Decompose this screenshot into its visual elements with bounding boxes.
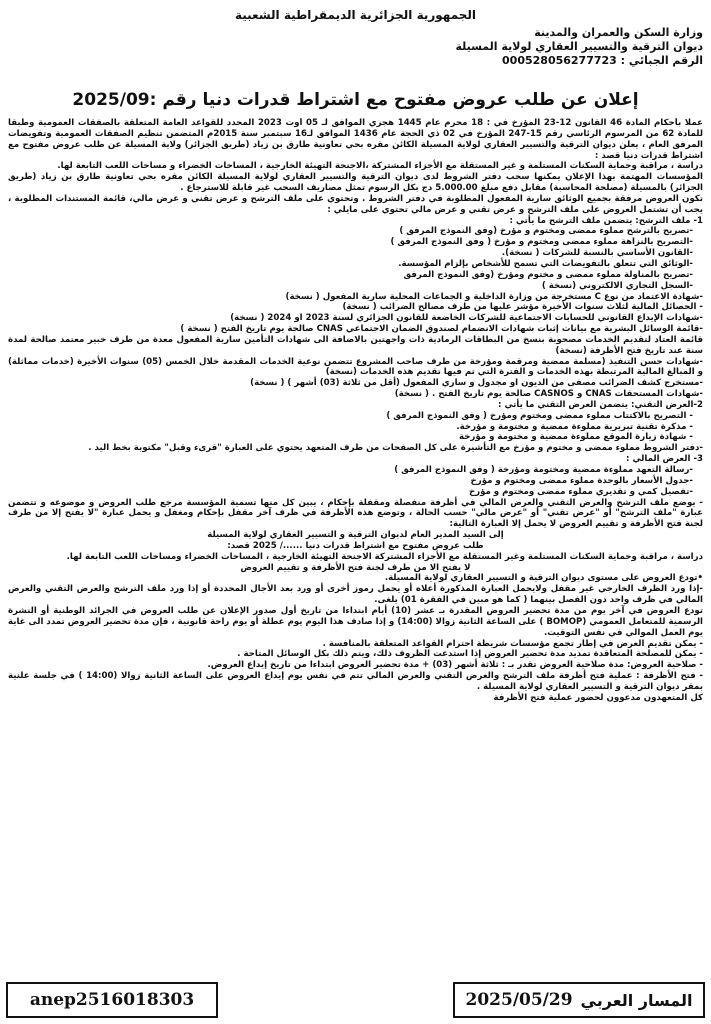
body-item: -تصريح بالترشح مملوء ممضى ومختوم و مؤرخ (وفق النموذج المرفق ) (399, 226, 693, 237)
section-heading: 3- العرض المالي : (626, 454, 703, 465)
publication-date: 2025/05/29 (465, 990, 573, 1010)
body-item: -شهادات حسن التنفيذ (مسلمة ممضية ومرقمة ومؤرخة من طرف صاحب المشروع تتضمن نوعية الخدمات المقدمة خلال الخمس (05) سنوات الأخيرة (خدمات مماثلة) و المبالغ المالية المرتبطة بهذه الخدمات و الفترة التي تم فيها تقديم هذه الخدمات (نسخة) (8, 356, 703, 378)
ministry-name: وزارة السكن والعمران والمدينة (534, 26, 703, 39)
body-paragraph: كل المتعهدون مدعوون لحضور عملية فتح الأظرفة (493, 692, 703, 703)
body-paragraph: •تودع العروض على مستوى ديوان الترقية و التسيير العقاري لولاية المسيلة. (384, 573, 703, 584)
body-item: -شهادات المستحقات CNAS و CASNOS صالحة يوم تاريخ الفتح . ( نسخة) (394, 389, 703, 400)
body-item: - مذكرة تقنية تبريرية مملوءة ممضية و مختومة و مؤرخة. (456, 421, 693, 432)
body-item: -قائمة الوسائل البشرية مع بيانات إثبات شهادات الانضمام لصندوق الضمان الاجتماعي CNAS صالحة يوم تاريخ الفتح ( نسخة ) (180, 324, 703, 335)
envelope-object: دراسة ، مراقبة وحماية السكنات المستلمة وغير المستقلة مع الأجزاء المشتركة الاجنحة التهيئة الخارجية ، المساحات الخضراء ومساحات اللعب التابعة لها. (66, 551, 703, 562)
body-paragraph: دراسة ، مراقبة وحماية السكنات المستلمة و غير المستقلة مع الأجزاء المشتركة ،الاجنحة التهيئة الخارجية ، المساحات الخضراء و مساحات اللعب التابعة لها. (57, 161, 703, 172)
envelope-reference: طلب عروض مفتوح مع اشتراط قدرات دنيا ....../ 2025 قصد: (227, 540, 484, 551)
body-paragraph: تكون العروض مرفقة بجميع الوثائق سارية المفعول المطلوبة في دفتر الشروط . وتحتوي على ملف الترشح و عرض تقني و عرض مالي، قائمة المستندات المطلوبة ، يجب أن تشتمل العروض على ملف الترشح و عرض تقني و عرض مالي تحتوي على مايلي : (8, 193, 703, 215)
publication-name: المسار العربي (580, 990, 693, 1010)
page-footer (0, 982, 711, 1018)
announcement-body (8, 118, 703, 986)
republic-heading: الجمهورية الجزائرية الديمقراطية الشعبية (234, 8, 477, 22)
body-item: - شهادة زيارة الموقع مملوءة ممضية و مختومة و مؤرخة (459, 432, 693, 443)
issuer-block (283, 26, 703, 68)
body-item: -جدول الأسعار بالوحدة مملوء ممضى ومختوم و مؤرخ (470, 475, 693, 486)
envelope-notice: لا يفتح الا من طرف لجنة فتح الأظرفة و تقييم العروض (240, 562, 471, 573)
body-paragraph: تودع العروض في آخر يوم من مدة تحضير العروض المقدرة بـ عشر (10) أيام ابتداءا من تاريخ أول صدور الإعلان عن طلب العروض في الجرائد الوطنية أو النشرة الرسمية للمتعامل العمومي (BOMOP ) على الساعة الثانية زوالا (14:00) و إذا صادف هذا اليوم يوم عطلة أو يوم راحة قانونية ، فإن مدة تحضير العروض تمدد الى غاية يوم العمل الموالي في نفس التوقيت. (8, 605, 703, 638)
body-paragraph: - فتح الأظرفة : عملية فتح أظرفة ملف الترشح والعرض التقني والعرض المالي تتم في نفس يوم إيداع العروض على الساعة الثانية زوالا (14:00 ) في جلسة علنية بمقر ديوان الترقية و التسيير العقاري لولاية المسيلة . (8, 671, 703, 692)
body-paragraph: عملا بأحكام المادة 46 القانون 12-23 المؤرخ في : 18 محرم عام 1445 هجري الموافق لـ 05 أوت 2023 المحدد للقواعد العامة المتعلقة بالصفقات العمومية وطبقا للمادة 62 من المرسوم الرئاسي رقم 15-247 المؤرخ في 02 ذي الحجة عام 1436 الموافق لـ16 سبتمبر سنة 2015م المتضمن تنظيم الصفقات العمومية وتفويضات المرفق العام ، يعلن ديوان الترقية والتسيير العقاري لولاية المسيلة الكائن مقره بحي تعاونية طارق بن زياد (طريق الجزائر) ولاية المسيلة عن طلب عروض مفتوح مع اشتراط قدرات دنيا قصد : (8, 118, 703, 161)
body-item: -تصريح بالمناولة مملوء ممضى و مختوم ومؤرخ (وفق النموذج المرفق (403, 269, 693, 280)
body-item: - التصريح بالاكتتاب مملوء ممضى ومختوم ومؤرخ ( وفق النموذج المرفق ) (386, 410, 693, 421)
body-item: -مستخرج كشف الضرائب مصفى من الديون او مجدول و ساري المفعول (أقل من ثلاثة (03) أشهر ) ( نسخة) (250, 378, 703, 389)
anep-reference-box: anep2516018303 (6, 982, 218, 1018)
body-item: -تفصيل كمي و تقديري مملوء ممضى ومختوم و مؤرخ (468, 486, 693, 497)
body-item: -رسالة التعهد مملوءة ممضية ومختومة ومؤرخة ( وفق النموذج المرفق ) (394, 465, 693, 475)
tax-id: الرقم الجبائي : 000528056277723 (502, 54, 703, 67)
body-paragraph: -إذا ورد الظرف الخارجي غير مقفل ولايحمل العبارة المذكورة أعلاه أو يحمل رموز أخرى أو ورد بعد الأجال المحددة أو إذا ورد ملف الترشح والعرض التقني والعرض المالي في ظرف واحد دون الفصل بينهما ( كما هو مبين في الفقرة 01) يلغى. (8, 584, 703, 606)
office-name: ديوان الترقية والتسيير العقاري لولاية المسيلة (455, 40, 703, 53)
body-item: -السجل التجاري الالكتروني (نسخة ) (541, 280, 693, 291)
announcement-title: إعلان عن طلب عروض مفتوح مع اشتراط قدرات دنيا رقم :2025/09 (72, 90, 639, 110)
body-item: - الحصائل المالية لثلاث سنوات الأخيرة مؤشر عليها من طرف مصالح الضرائب ( نسخة) (342, 302, 703, 313)
section-heading: 2-العرض التقني: يتضمن العرض التقني ما يأتي : (498, 399, 703, 410)
body-item: -دفتر الشروط مملوء ممضى و مختوم و مؤرخ مع التأشيرة على كل الصفحات من طرف المتعهد يحتوي على العبارة "قرىء وقبل" مكتوبة بخط اليد . (88, 443, 703, 454)
publication-box (453, 982, 705, 1018)
body-item: قائمة العتاد لتقديم الخدمات مصحوبة بنسخ من البطاقات الرمادية ذات واجهتين بالاضافة الى شهادات التأمين سارية المفعول معدة من طرف خبير معتمد صالحة لمدة سنة عند تاريخ فتح الأظرفة (نسخة) (8, 334, 703, 356)
body-paragraph: - صلاحية العروض: مدة صلاحية العروض تقدر بـ : ثلاثة أشهر (03) + مدة تحضير العروض ابتداءا من تاريخ إيداع العروض. (207, 660, 703, 671)
body-paragraph: - يمكن تقديم العرض في إطار تجمع مؤسسات شريطة احترام القواعد المتعلقة بالمنافسة . (322, 638, 703, 649)
body-item: -شهادة الاعتماد من نوع C مستخرجة من وزارة الداخلية و الجماعات المحلية سارية المفعول ( نسخة) (285, 291, 703, 302)
envelope-address: إلى السيد المدير العام لديوان الترقية و التسيير العقاري لولاية المسيلة (207, 530, 504, 541)
body-paragraph: المؤسسات المهتمة بهذا الإعلان يمكنها سحب دفتر الشروط لدى ديوان الترقية والتسيير العقاري لولاية المسيلة الكائن مقره بحي تعاونية طارق بن زياد (طريق الجزائر) بالمسيلة (مصلحة المحاسبة) مقابل دفع مبلغ 5.000.00 دج بكل الرسوم تمثل مصاريف السحب غير قابلة للاسترجاع . (8, 172, 703, 194)
section-heading: 1- ملف الترشح: يتضمن ملف الترشح ما يأتي : (509, 215, 703, 226)
body-paragraph: - يمكن للمصلحة المتعاقدة تمديد مدة تحضير العروض إذا استدعت الظروف ذلك، ويتم ذلك بكل الوسائل المتاحة . (237, 649, 703, 660)
body-item: -التصريح بالنزاهة مملوء ممضى ومختوم و مؤرخ ( وفق النموذج المرفق ) (390, 237, 693, 248)
body-item: -القانون الأساسي بالنسبة للشركات ( نسخة). (501, 248, 693, 259)
body-item: -شهادات الإيداع القانوني للحسابات الاجتماعية للشركات الخاضعة للقانون الجزائري لسنة 2023 او 2024 ( نسخة) (230, 313, 703, 324)
body-paragraph: - يوضع ملف الترشح والعرض التقني والعرض المالي في أظرفة منفصلة ومقفلة بإحكام ، يبين كل منها تسمية المؤسسة مرجع طلب العروض و موضوعه و تتضمن عبارة "ملف الترشح" أو "عرض تقني" أو "عرض مالي" حسب الحالة ، وتوضع هذه الأظرفة في ظرف آخر مقفل بإحكام ومغفل و يحمل عبارة "لا يفتح إلا من طرف لجنة فتح الأظرفة و تقييم العروض لا يحمل إلا العبارة التالية: (8, 497, 703, 530)
body-item: -الوثائق التي تتعلق بالتفويضات التي تسمح للأشخاص بإلزام المؤسسة. (398, 258, 693, 269)
